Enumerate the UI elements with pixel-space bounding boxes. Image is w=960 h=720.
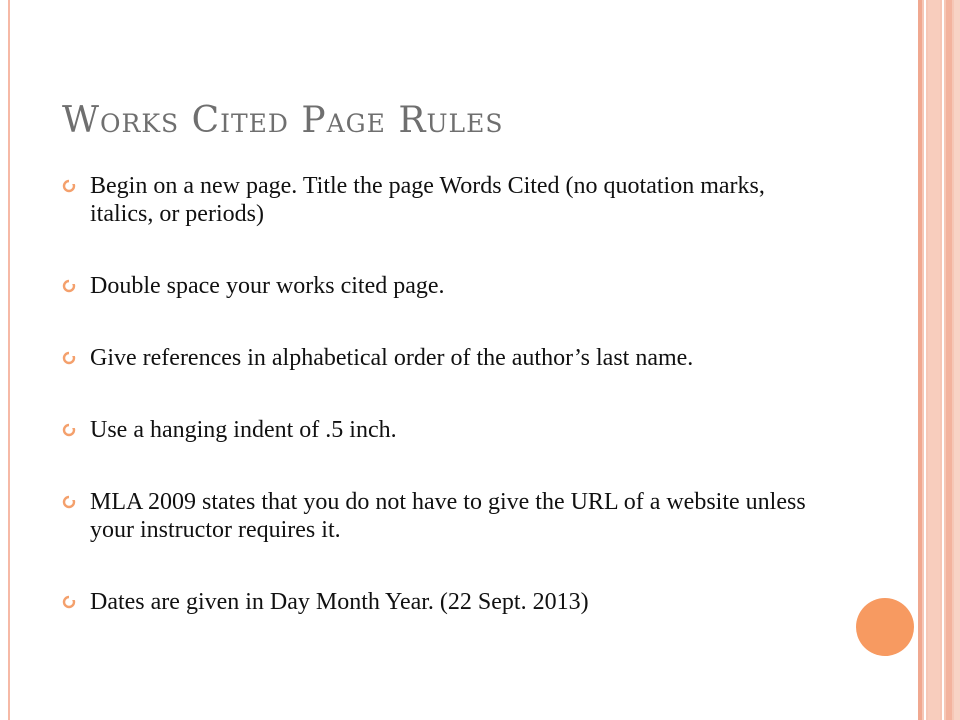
slide-title: Works Cited Page Rules — [62, 100, 504, 141]
stripe — [942, 0, 944, 720]
stripe — [946, 0, 952, 720]
left-border-line — [8, 0, 10, 720]
stripe — [918, 0, 922, 720]
list-item — [62, 272, 822, 300]
list-item — [62, 172, 822, 228]
ring-bullet-icon — [62, 179, 76, 193]
list-item — [62, 416, 822, 444]
bullet-list — [62, 172, 822, 616]
list-item — [62, 488, 822, 544]
bullet-text: MLA 2009 states that you do not have to give the URL of a website unless your instructor requires it. — [90, 489, 806, 543]
ring-bullet-icon — [62, 495, 76, 509]
bullet-text: Dates are given in Day Month Year. (22 Sept. 2013) — [90, 589, 589, 615]
ring-bullet-icon — [62, 279, 76, 293]
ring-bullet-icon — [62, 423, 76, 437]
stripe — [928, 0, 940, 720]
bullet-text: Double space your works cited page. — [90, 273, 445, 299]
stripe — [954, 0, 960, 720]
list-item — [62, 588, 822, 616]
orange-circle-decoration — [856, 598, 914, 656]
stripe — [924, 0, 926, 720]
ring-bullet-icon — [62, 595, 76, 609]
bullet-text: Begin on a new page. Title the page Words Cited (no quotation marks, italics, or periods) — [90, 173, 765, 227]
right-decorative-stripes — [918, 0, 960, 720]
bullet-text: Use a hanging indent of .5 inch. — [90, 417, 397, 443]
ring-bullet-icon — [62, 351, 76, 365]
list-item — [62, 344, 822, 372]
bullet-text: Give references in alphabetical order of the author’s last name. — [90, 345, 694, 371]
